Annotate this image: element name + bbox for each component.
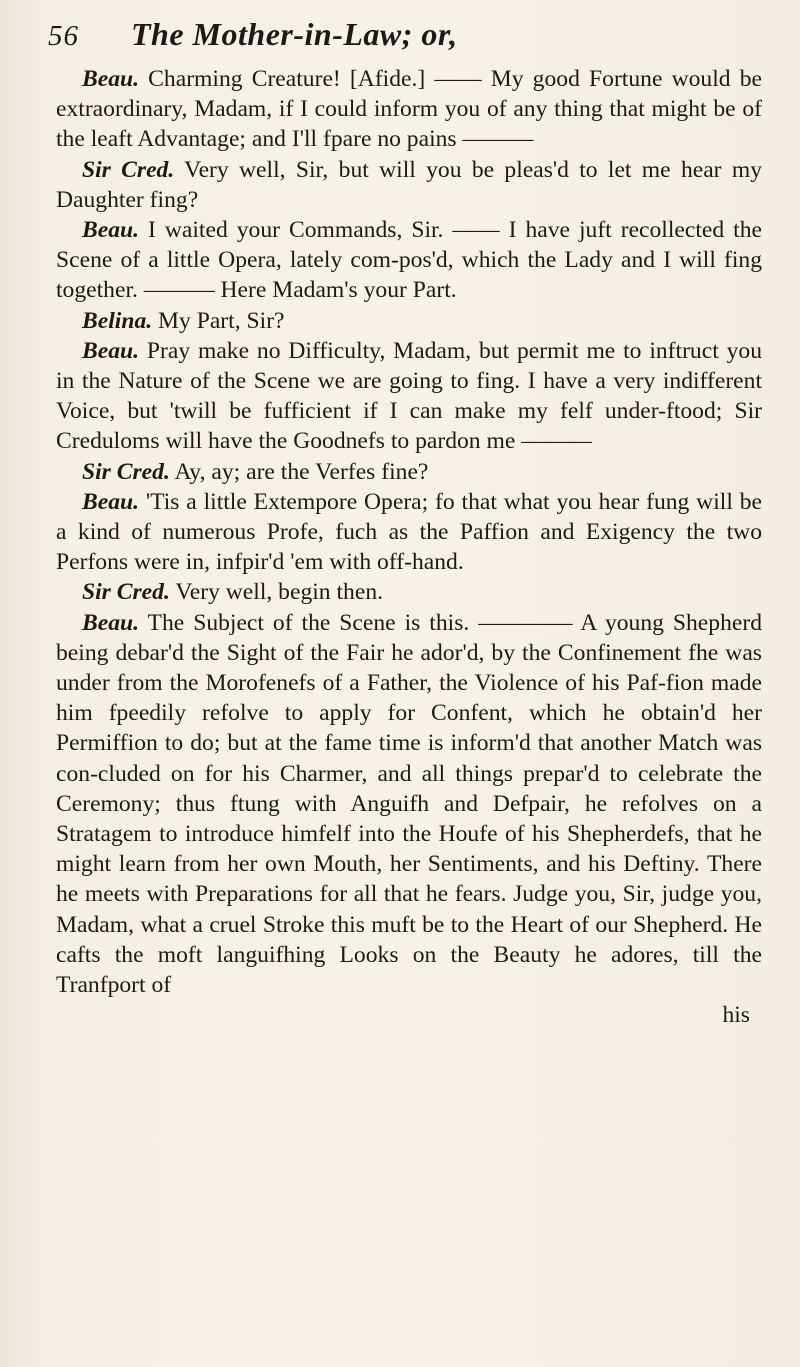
dialogue-line bbox=[56, 64, 762, 155]
line-text: The Subject of the Scene is this. ———— A young Shepherd being debar'd the Sight of the Fair he ador'd, by the Confinement fhe was under from the Morofenefs of a Father, the Violence of his Paf-fion made him fpeedily refolve to apply for Confent, which he obtain'd her Permiffion to do; but at the fame time is inform'd that another Match was con-cluded on for his Charmer, and all things prepar'd to celebrate the Ceremony; thus ftung with Anguifh and Defpair, he refolves on a Stratagem to introduce himfelf into the Houfe of his Shepherdefs, that he might learn from her own Mouth, her Sentiments, and his Deftiny. There he meets with Preparations for all that he fears. Judge you, Sir, judge you, Madam, what a cruel Stroke this muft be to the Heart of our Shepherd. He cafts the moft languifhing Looks on the Beauty he adores, till the Tranfport of bbox=[56, 609, 762, 999]
speaker-name: Beau. bbox=[82, 337, 140, 364]
line-text: 'Tis a little Extempore Opera; fo that what you hear fung will be a kind of numerous Profe, fuch as the Paffion and Exigency the two Perfons were in, infpir'd 'em with off-hand. bbox=[56, 488, 762, 576]
running-head bbox=[48, 16, 762, 60]
dialogue-line bbox=[56, 487, 762, 578]
dialogue-line bbox=[56, 457, 762, 487]
speaker-name: Beau. bbox=[82, 488, 140, 515]
speaker-name: Beau. bbox=[82, 609, 140, 636]
speaker-name: Sir Cred. bbox=[82, 156, 175, 183]
line-text: I waited your Commands, Sir. —— I have juft recollected the Scene of a little Opera, lately com-pos'd, which the Lady and I will fing together. ——— Here Madam's your Part. bbox=[56, 217, 762, 304]
speaker-name: Sir Cred. bbox=[82, 458, 170, 485]
speaker-name: Belina. bbox=[82, 307, 153, 334]
catchword: his bbox=[722, 1002, 750, 1029]
running-title: The Mother-in-Law; or, bbox=[131, 16, 458, 52]
speaker-name: Sir Cred. bbox=[82, 579, 170, 606]
line-text: Ay, ay; are the Verfes fine? bbox=[169, 458, 429, 485]
line-text: My Part, Sir? bbox=[152, 307, 285, 334]
dialogue-line bbox=[56, 608, 762, 1001]
dialogue-line bbox=[56, 215, 762, 306]
line-text: Very well, Sir, but will you be pleas'd to let me hear my Daughter fing? bbox=[56, 156, 762, 213]
line-text: Charming Creature! [Afide.] —— My good Fortune would be extraordinary, Madam, if I could inform you of any thing that might be of the leaft Advantage; and I'll fpare no pains ——— bbox=[56, 66, 762, 153]
speaker-name: Beau. bbox=[82, 217, 140, 244]
dialogue-line bbox=[56, 577, 762, 607]
line-text: Very well, begin then. bbox=[169, 579, 384, 606]
play-text bbox=[56, 64, 762, 1000]
dialogue-line bbox=[56, 155, 762, 215]
dialogue-line bbox=[56, 336, 762, 457]
line-text: Pray make no Difficulty, Madam, but permit me to inftruct you in the Nature of the Scene we are going to fing. I have a very indifferent Voice, but 'twill be fufficient if I can make my felf under-ftood; Sir Creduloms will have the Goodnefs to pardon me ——— bbox=[56, 337, 762, 455]
speaker-name: Beau. bbox=[82, 66, 140, 92]
page-number: 56 bbox=[48, 20, 79, 52]
dialogue-line bbox=[56, 306, 762, 336]
